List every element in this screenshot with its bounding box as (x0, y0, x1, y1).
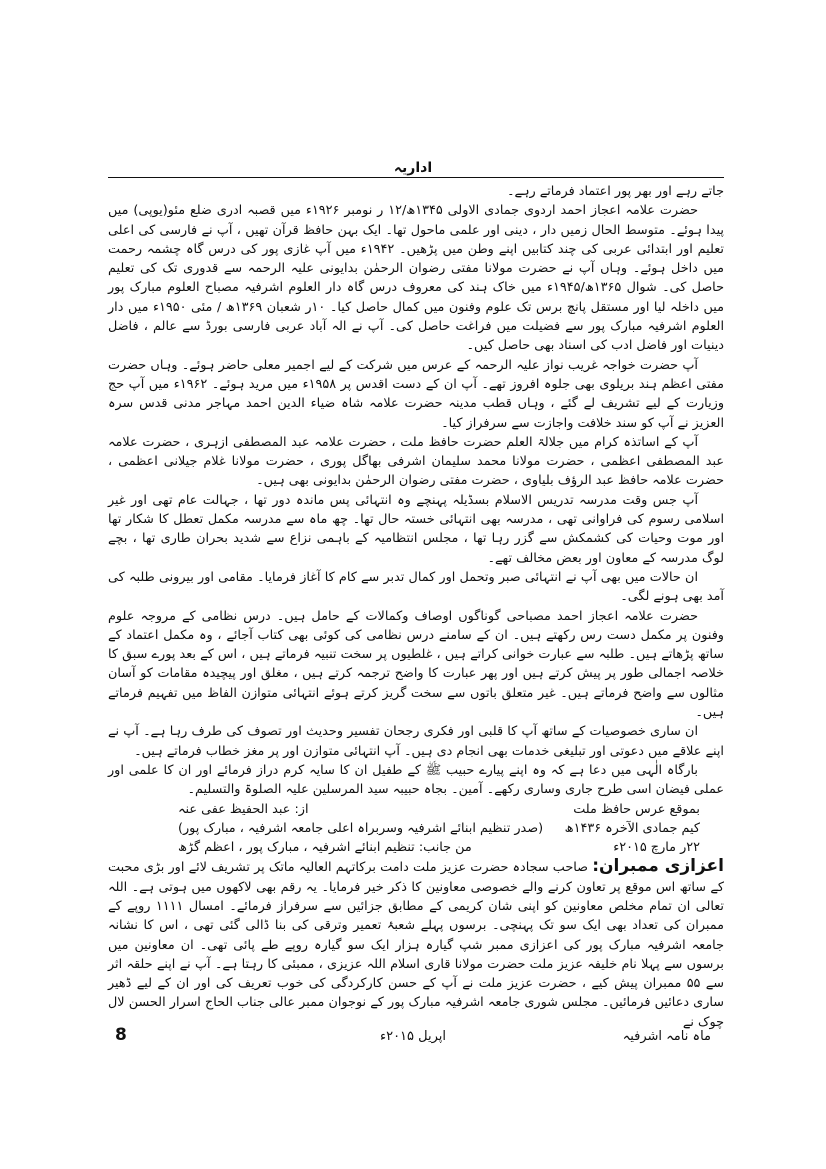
section-text: صاحب سجادہ حضرت عزیز ملت دامت برکاتہم العالیہ ماتک پر تشریف لائے اور بڑی محبت کے ساتھ اس موقع پر تعاون کرنے والے خصوصی معاونین کا ذکر خیر فرمایا۔ یہ رقم بھی لاکھوں میں ہوتی ہے۔ اللہ تعالی ان تمام مخلص معاونین کو اپنی شان کریمی کے مطابق جزائیں سے سرفراز فرمائے۔ امسال ۱۱۱۱ روپے کے ممبران کی تعداد بھی ایک سو تک پہنچی۔ برسوں پہلے شعبۂ تعمیر وترقی کی بنا ڈالی گئی تھی ، اس کا نشانہ جامعہ اشرفیہ مبارک پور کی اعزازی ممبر شپ گیارہ ہزار ایک سو گیارہ روپے طے پائی تھی۔ ان معاونین میں برسوں سے پہلا نام خلیفہ عزیز ملت حضرت مولانا قاری اسلام اللہ عزیزی ، ممبئی کا رہتا ہے۔ آپ نے اپنے حلقہ اثر سے ۵۵ ممبران پیش کیے ، حضرت عزیز ملت نے آپ کے حسن کارکردگی کی خوب تعریف کی اور ان کے لیے ڈھیر ساری دعائیں فرمائیں۔ مجلس شوری جامعہ اشرفیہ مبارک پور کے نوجوان ممبر عالی جناب الحاج اسرار الحسن لال چوک نے (108, 860, 725, 1030)
paragraph: حضرت علامہ اعجاز احمد مصباحی گوناگوں اوصاف وکمالات کے حامل ہیں۔ درس نظامی کے مروجہ علوم وفنون پر مکمل دست رس رکھتے ہیں۔ ان کے سامنے درس نظامی کی کوئی بھی کتاب آجائے ، وہ مکمل اعتماد کے ساتھ پڑھاتے ہیں۔ طلبہ سے عبارت خوانی کراتے ہیں ، غلطیوں پر سخت تنبیہ فرماتے ہیں ، اس کے بعد پورے سبق کا خلاصہ اجمالی طور پر پیش کرتے ہیں اور پھر عبارت کا واضح ترجمہ کرتے ہیں ، مغلق اور پیچیدہ مقامات کو آسان مثالوں سے واضح فرماتے ہیں۔ غیر متعلق باتوں سے سخت گریز کرتے ہوئے انتہائی متوازن الفاظ میں تفہیم فرماتے ہیں۔ (108, 608, 724, 721)
header-rule (108, 177, 724, 178)
section-heading: اعزازی ممبران: (592, 856, 724, 877)
signature-occasion: بموقع عرس حافظ ملت (573, 801, 700, 817)
paragraph: آپ کے اساتذہ کرام میں جلالۃ العلم حضرت حافظ ملت ، حضرت علامہ عبد المصطفی ازہری ، حضرت علامہ عبد المصطفی اعظمی ، حضرت مولانا محمد سلیمان اشرفی بھاگل پوری ، حضرت مولانا غلام جیلانی اعظمی ، حضرت علامہ حافظ عبد الرؤف بلیاوی ، حضرت مفتی رضوان الرحمٰن بدایونی بھی ہیں۔ (108, 434, 724, 489)
paragraph: بارگاہ الٰہی میں دعا ہے کہ وہ اپنے پیارے حبیب ﷺ کے طفیل ان کا سایہ کرم دراز فرمائے اور ان کا علمی اور عملی فیضان اسی طرح جاری وساری رکھے۔ آمین۔ بجاہ حبیبہ سید المرسلین علیہ الصلوۃ والتسلیم۔ (108, 762, 724, 798)
paragraph: آپ حضرت خواجہ غریب نواز علیہ الرحمہ کے عرس میں شرکت کے لیے اجمیر معلی حاضر ہوئے۔ وہاں حضرت مفتی اعظم ہند بریلوی بھی جلوہ افروز تھے۔ آپ ان کے دست اقدس پر ۱۹۵۸ء میں مرید ہوئے۔ ۱۹۶۲ء میں آپ حج وزیارت کے لیے تشریف لے گئے ، وہاں قطب مدینہ حضرت علامہ شاہ ضیاء الدین احمد مہاجر مدنی قدس سرہ العزیز نے آپ کو سند خلافت واجازت سے سرفراز کیا۔ (108, 357, 725, 431)
issue-date: اپریل ۲۰۱۵ء (379, 1029, 447, 1044)
signature-row (178, 838, 700, 857)
page-title: اداریہ (393, 160, 433, 176)
signature-block (108, 800, 724, 858)
signature-author-title: (صدر تنظیم ابنائے اشرفیہ وسربراہ اعلی جامعہ اشرفیہ ، مبارک پور) (178, 820, 544, 836)
paragraph: ان حالات میں بھی آپ نے انتہائی صبر وتحمل اور کمال تدبر سے کام کا آغاز فرمایا۔ مقامی اور بیرونی طلبہ کی آمد بھی ہونے لگی۔ (108, 569, 724, 605)
paragraph: آپ جس وقت مدرسہ تدریس الاسلام بسڈیلہ پہنچے وہ انتہائی پس ماندہ دور تھا ، جہالت عام تھی اور غیر اسلامی رسوم کی فراوانی تھی ، مدرسہ بھی انتہائی خستہ حال تھا۔ چھ ماہ سے مدرسہ مکمل تعطل کا شکار تھا اور موت وحیات کی کشمکش سے گزر رہا تھا ، مجلس انتظامیہ کے باہمی نزاع سے شدید بحران طاری تھا ، بچے لوگ مدرسہ کے معاون اور بعض مخالف تھے۔ (108, 492, 724, 566)
article-body (108, 182, 724, 1032)
paragraph: ان ساری خصوصیات کے ساتھ آپ کا قلبی اور فکری رجحان تفسیر وحدیث اور تصوف کی طرف رہا ہے۔ آپ نے اپنے علاقے میں دعوتی اور تبلیغی خدمات بھی انجام دی ہیں۔ آپ انتہائی متوازن اور پر مغز خطاب فرماتے ہیں۔ (108, 724, 724, 759)
aizazi-section (108, 857, 724, 1032)
signature-row (178, 819, 700, 838)
paragraph: حضرت علامہ اعجاز احمد اردوی جمادی الاولی ۱۳۴۵ھ/۱۲ ر نومبر ۱۹۲۶ء میں قصبہ ادری ضلع مئو(یوپی) میں پیدا ہوئے۔ متوسط الحال زمیں دار ، دینی اور علمی ماحول تھا۔ ایک بہن حافظ قرآن تھیں ، آپ نے فارسی کی اعلی تعلیم اور ابتدائی عربی کی چند کتابیں اپنے وطن میں پڑھیں۔ ۱۹۴۲ء میں آپ غازی پور کی درس گاہ چشمہ رحمت میں داخل ہوئے۔ وہاں آپ نے حضرت مولانا مفتی رضوان الرحمٰن بدایونی علیہ الرحمہ سے قدوری تک کی تعلیم حاصل کی۔ شوال ۱۳۶۵ھ/۱۹۴۵ء میں خاک ہند کی معروف درس گاہ دار العلوم اشرفیہ مصباح العلوم مبارک پور میں داخلہ لیا اور مستقل پانچ برس تک علوم وفنون میں کمال حاصل کیا۔ ۱۰ر شعبان ۱۳۶۹ھ / مئی ۱۹۵۰ء میں دار العلوم اشرفیہ مبارک پور سے فضیلت میں فراغت حاصل کی۔ آپ نے الہ آباد عربی فارسی بورڈ سے عالم ، فاضل دینیات اور فاضل ادب کی اسناد بھی حاصل کیں۔ (108, 203, 725, 354)
signature-author: از: عبد الحفیظ عفی عنہ (178, 801, 309, 817)
paragraph: جاتے رہے اور بھر پور اعتماد فرماتے رہے۔ (506, 184, 724, 199)
signature-row (178, 800, 700, 819)
signature-org: من جانب: تنظیم ابنائے اشرفیہ ، مبارک پور ، اعظم گڑھ (178, 840, 472, 856)
signature-greg-date: ۲۲ر مارچ ۲۰۱۵ء (613, 840, 700, 856)
page-number: 8 (115, 1025, 127, 1045)
magazine-name: ماہ نامہ اشرفیہ (622, 1029, 711, 1044)
signature-hijri-date: کیم جمادی الآخرہ ۱۴۳۶ھ (564, 820, 700, 836)
